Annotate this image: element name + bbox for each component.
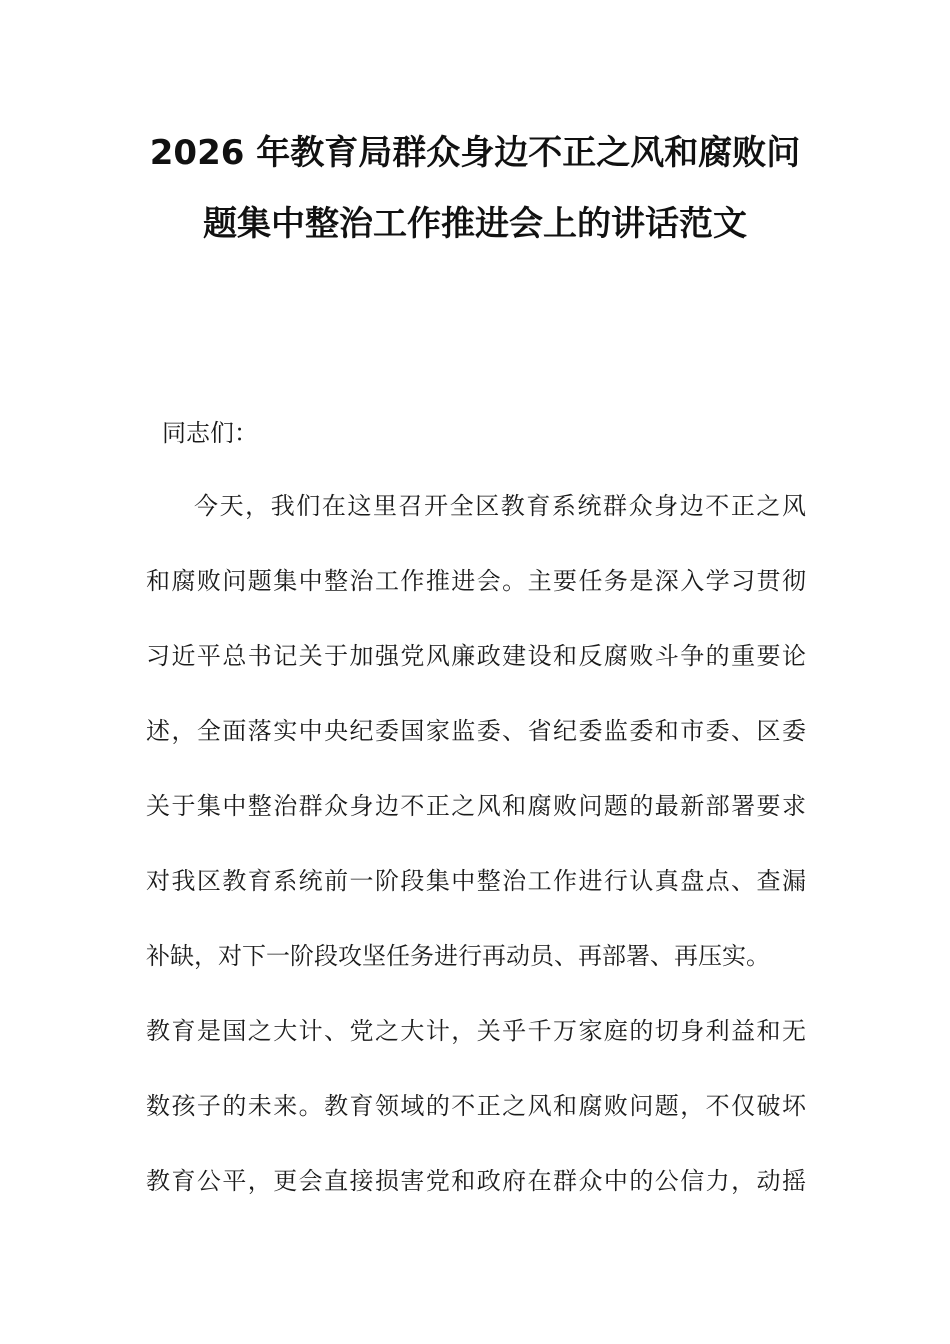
salutation: 同志们： [162,419,258,447]
body-line: 关于集中整治群众身边不正之风和腐败问题的最新部署要求 [146,792,806,820]
body-line: 教育是国之大计、党之大计，关乎千万家庭的切身利益和无 [146,1017,806,1045]
document-title-line-2: 题集中整治工作推进会上的讲话范文 [203,204,747,244]
body-line: 述，全面落实中央纪委国家监委、省纪委监委和市委、区委 [146,717,806,745]
body-line: 补缺，对下一阶段攻坚任务进行再动员、再部署、再压实。 [146,942,770,970]
body-line: 和腐败问题集中整治工作推进会。主要任务是深入学习贯彻 [146,567,806,595]
body-line: 教育公平，更会直接损害党和政府在群众中的公信力，动摇 [146,1167,806,1195]
body-line: 今天，我们在这里召开全区教育系统群众身边不正之风 [194,492,806,520]
body-line: 对我区教育系统前一阶段集中整治工作进行认真盘点、查漏 [146,867,806,895]
body-line: 习近平总书记关于加强党风廉政建设和反腐败斗争的重要论 [146,642,806,670]
body-line: 数孩子的未来。教育领域的不正之风和腐败问题，不仅破坏 [146,1092,806,1120]
document-title-line-1: 2026 年教育局群众身边不正之风和腐败问 [149,133,801,173]
